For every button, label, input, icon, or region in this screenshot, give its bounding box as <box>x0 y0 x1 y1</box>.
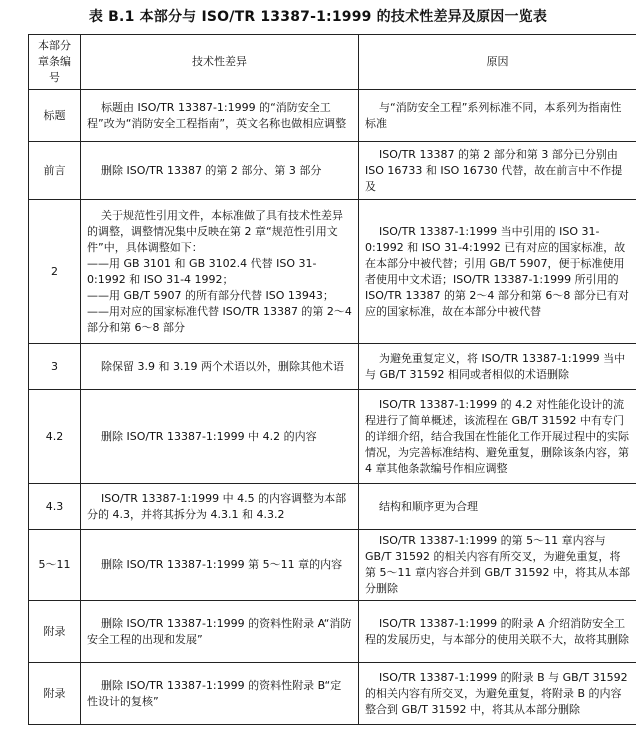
reason-cell: 为避免重复定义，将 ISO/TR 13387-1:1999 当中与 GB/T 31592 相同或者相似的术语删除 <box>359 344 636 390</box>
tech-cell: 删除 ISO/TR 13387-1:1999 第 5～11 章的内容 <box>81 530 359 601</box>
tech-item: ——用 GB/T 5907 的所有部分代替 ISO 13943； <box>87 288 334 302</box>
tech-cell: 删除 ISO/TR 13387 的第 2 部分、第 3 部分 <box>81 142 359 200</box>
reason-cell: 结构和顺序更为合理 <box>359 484 636 530</box>
chapter-cell: 4.2 <box>29 390 81 484</box>
tech-cell: 除保留 3.9 和 3.19 两个术语以外，删除其他术语 <box>81 344 359 390</box>
header-row <box>29 35 636 90</box>
tech-cell: 删除 ISO/TR 13387-1:1999 的资料性附录 B“定性设计的复核” <box>81 663 359 725</box>
table-caption: 表 B.1 本部分与 ISO/TR 13387-1:1999 的技术性差异及原因一览表 <box>88 9 548 25</box>
reason-cell: ISO/TR 13387 的第 2 部分和第 3 部分已分别由 ISO 16733 和 ISO 16730 代替，故在前言中不作提及 <box>359 142 636 200</box>
tech-item: ——用对应的国家标准代替 ISO/TR 13387 的第 2～4 部分和第 6～8 部分 <box>87 304 352 334</box>
table-row <box>29 663 636 725</box>
tech-intro: 关于规范性引用文件，本标准做了具有技术性差异的调整，调整情况集中反映在第 2 章“规范性引用文件”中，具体调整如下： <box>87 208 343 254</box>
table-row <box>29 601 636 663</box>
table-row <box>29 90 636 142</box>
chapter-cell: 5～11 <box>29 530 81 601</box>
reason-cell: ISO/TR 13387-1:1999 的附录 B 与 GB/T 31592 的相关内容有所交叉，为避免重复，将附录 B 的内容整合到 GB/T 31592 中，将其从本部分删除 <box>359 663 636 725</box>
differences-table <box>28 34 636 725</box>
tech-cell: 标题由 ISO/TR 13387-1:1999 的“消防安全工程”改为“消防安全工程指南”，英文名称也做相应调整 <box>81 90 359 142</box>
reason-cell: ISO/TR 13387-1:1999 的 4.2 对性能化设计的流程进行了简单概述，该流程在 GB/T 31592 中有专门的详细介绍，结合我国在性能化工作开展过程中的实际情况，为完善标准结构、避免重复，删除该条内容，第 4 章其他条款编号作相应调整 <box>359 390 636 484</box>
chapter-cell: 附录 <box>29 601 81 663</box>
chapter-cell: 2 <box>29 200 81 344</box>
table-row <box>29 530 636 601</box>
table-row <box>29 344 636 390</box>
reason-cell: ISO/TR 13387-1:1999 当中引用的 ISO 31-0:1992 和 ISO 31-4:1992 已有对应的国家标准，故在本部分中被代替；引用 GB/T 5907，便于标准使用者使用中文术语；ISO/TR 13387-1:1999 所引用的 ISO/TR 13387 的第 2～4 部分和第 6～8 部分已有对应的国家标准，故在本部分中被代替 <box>359 200 636 344</box>
tech-cell: 删除 ISO/TR 13387-1:1999 中 4.2 的内容 <box>81 390 359 484</box>
table-row <box>29 484 636 530</box>
tech-item: ——用 GB 3101 和 GB 3102.4 代替 ISO 31-0:1992 和 ISO 31-4 1992； <box>87 256 317 286</box>
chapter-cell: 4.3 <box>29 484 81 530</box>
chapter-cell: 附录 <box>29 663 81 725</box>
tech-cell: 删除 ISO/TR 13387-1:1999 的资料性附录 A“消防安全工程的出现和发展” <box>81 601 359 663</box>
chapter-cell: 标题 <box>29 90 81 142</box>
header-reason: 原因 <box>359 35 636 90</box>
header-tech: 技术性差异 <box>81 35 359 90</box>
chapter-cell: 前言 <box>29 142 81 200</box>
table-row <box>29 200 636 344</box>
reason-cell: 与“消防安全工程”系列标准不同，本系列为指南性标准 <box>359 90 636 142</box>
tech-cell: ISO/TR 13387-1:1999 中 4.5 的内容调整为本部分的 4.3，并将其拆分为 4.3.1 和 4.3.2 <box>81 484 359 530</box>
table-row <box>29 390 636 484</box>
table-row <box>29 142 636 200</box>
tech-cell <box>81 200 359 344</box>
chapter-cell: 3 <box>29 344 81 390</box>
reason-cell: ISO/TR 13387-1:1999 的附录 A 介绍消防安全工程的发展历史，与本部分的使用关联不大，故将其删除 <box>359 601 636 663</box>
reason-cell: ISO/TR 13387-1:1999 的第 5～11 章内容与 GB/T 31592 的相关内容有所交叉，为避免重复，将第 5～11 章内容合并到 GB/T 31592 中，将其从本部分删除 <box>359 530 636 601</box>
header-chapter: 本部分 章条编号 <box>29 35 81 90</box>
